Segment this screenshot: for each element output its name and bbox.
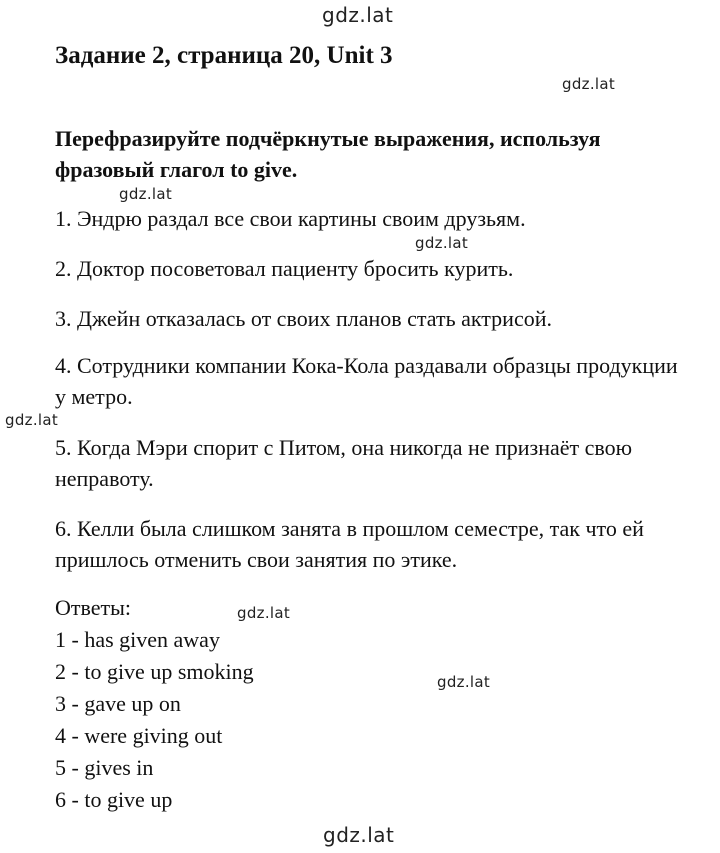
answer-item-1: 1 - has given away — [55, 627, 220, 652]
answers-heading: Ответы: — [55, 595, 132, 620]
watermark: gdz.lat — [323, 823, 395, 847]
answer-item-2: 2 - to give up smoking — [55, 659, 254, 684]
watermark: gdz.lat — [5, 411, 59, 429]
watermark: gdz.lat — [237, 604, 291, 622]
task-instruction: Перефразируйте подчёркнутые выражения, используя фразовый глагол to give. — [55, 126, 601, 182]
task-item-2: 2. Доктор посоветовал пациенту бросить курить. — [55, 256, 514, 281]
watermark: gdz.lat — [437, 673, 491, 691]
task-item-6: 6. Келли была слишком занята в прошлом семестре, так что ей пришлось отменить свои занятия по этике. — [55, 516, 644, 572]
task-item-4: 4. Сотрудники компании Кока-Кола раздавали образцы продукции у метро. — [55, 353, 678, 409]
task-item-5: 5. Когда Мэри спорит с Питом, она никогда не признаёт свою неправоту. — [55, 435, 633, 491]
task-item-1: 1. Эндрю раздал все свои картины своим друзьям. — [55, 206, 526, 231]
answer-item-5: 5 - gives in — [55, 755, 154, 780]
watermark: gdz.lat — [415, 234, 469, 252]
page-title: Задание 2, страница 20, Unit 3 — [55, 42, 393, 69]
watermark: gdz.lat — [322, 3, 394, 27]
watermark: gdz.lat — [119, 185, 173, 203]
answer-item-6: 6 - to give up — [55, 787, 173, 812]
watermark: gdz.lat — [562, 75, 616, 93]
answer-item-4: 4 - were giving out — [55, 723, 223, 748]
task-item-3: 3. Джейн отказалась от своих планов стать актрисой. — [55, 306, 552, 331]
answer-item-3: 3 - gave up on — [55, 691, 181, 716]
